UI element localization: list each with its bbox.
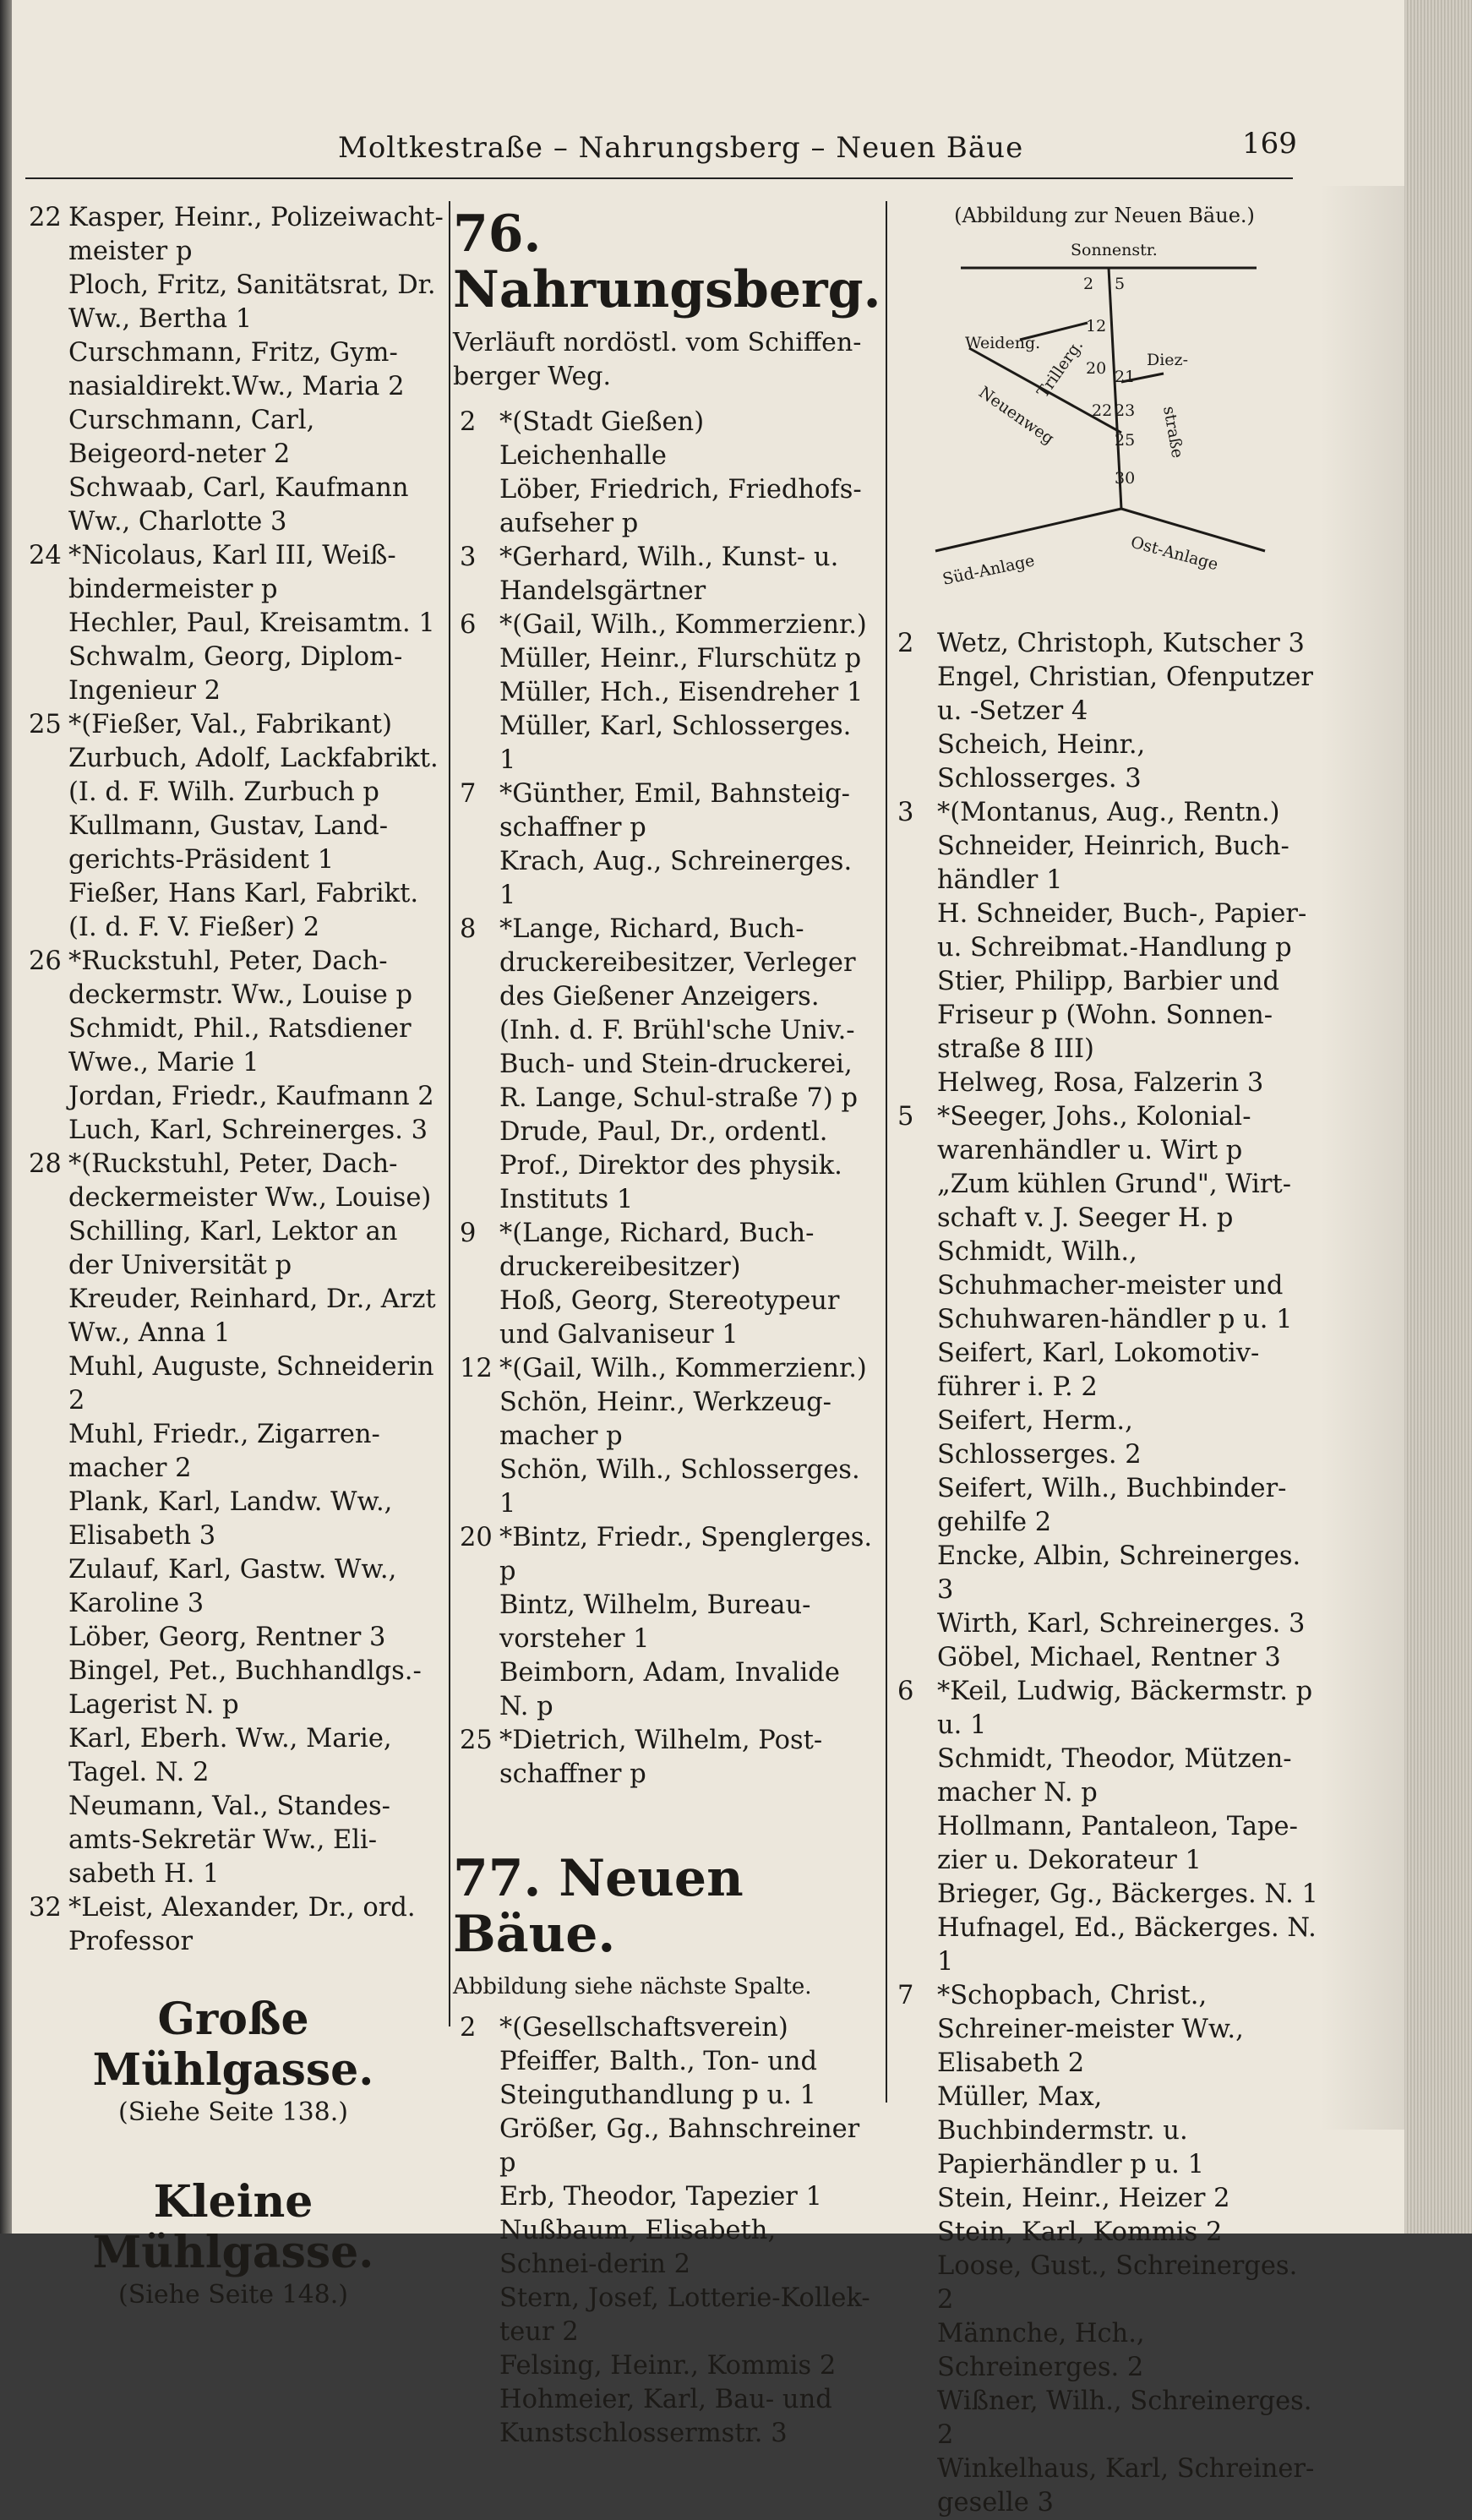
directory-entry [22, 742, 444, 810]
resident-text: Wirth, Karl, Schreinerges. 3 [937, 1609, 1306, 1639]
resident-text: Neumann, Val., Standes-amts-Sekretär Ww., Eli-sabeth H. 1 [68, 1792, 390, 1889]
house-number: 20 [460, 1523, 493, 1552]
directory-entry [453, 913, 875, 1115]
directory-entry [891, 1066, 1318, 1100]
column-rule-1 [449, 201, 450, 2026]
map-label-diez: Diez- [1147, 351, 1188, 369]
map-label-ostanlage: Ost-Anlage [1128, 532, 1220, 575]
resident-text: *(Gail, Wilh., Kommerzienr.) [499, 610, 867, 640]
resident-text: Männche, Hch., Schreinerges. 2 [937, 2319, 1145, 2382]
map-house-5: 5 [1115, 275, 1126, 293]
resident-text: *Seeger, Johs., Kolonial-warenhändler u. Wirt p „Zum kühlen Grund", Wirt-schaft v. J. Seeger H. p [937, 1102, 1292, 1233]
resident-text: *Günther, Emil, Bahnsteig-schaffner p [499, 779, 850, 843]
house-number: 2 [460, 407, 477, 437]
directory-entry [453, 2349, 875, 2383]
directory-entry [453, 2214, 875, 2282]
resident-text: Kullmann, Gustav, Land-gerichts-Präsident 1 [68, 811, 389, 875]
house-number: 22 [29, 203, 62, 232]
house-number: 12 [460, 1354, 493, 1383]
directory-entry [891, 1337, 1318, 1405]
resident-text: Bintz, Wilhelm, Bureau-vorsteher 1 [499, 1590, 811, 1654]
resident-text: *Lange, Richard, Buch-druckereibesitzer, Verleger des Gießener Anzeigers. (Inh. d. F. Brühl'sche Univ.-Buch- und Stein-druckerei, R. Lange, Schul-straße 7) p [499, 914, 859, 1113]
directory-entry [453, 710, 875, 777]
directory-entry [453, 406, 875, 473]
directory-entry [891, 627, 1318, 661]
resident-text: Encke, Albin, Schreinerges. 3 [937, 1541, 1301, 1605]
resident-text: Helweg, Rosa, Falzerin 3 [937, 1068, 1264, 1098]
directory-entry [891, 1641, 1318, 1675]
directory-entry [22, 1283, 444, 1350]
resident-text: Hechler, Paul, Kreisamtm. 1 [68, 608, 435, 638]
directory-entry [22, 708, 444, 742]
resident-text: *Gerhard, Wilh., Kunst- u. Handelsgärtner [499, 543, 839, 606]
map-house-25: 25 [1115, 431, 1136, 450]
resident-text: *(Lange, Richard, Buch-druckereibesitzer) [499, 1219, 815, 1282]
house-number: 28 [29, 1149, 62, 1179]
street-76-entries [453, 406, 875, 1792]
map-label-sudanlage: Süd-Anlage [940, 551, 1037, 589]
resident-text: Krach, Aug., Schreinerges. 1 [499, 847, 853, 910]
resident-text: *(Gail, Wilh., Kommerzienr.) [499, 1354, 867, 1383]
resident-text: Stein, Heinr., Heizer 2 [937, 2184, 1230, 2213]
resident-text: *Keil, Ludwig, Bäckermstr. p u. 1 [937, 1677, 1313, 1740]
directory-entry [453, 1386, 875, 1454]
resident-text: Schmidt, Wilh., Schuhmacher-meister und Schuhwaren-händler p u. 1 [937, 1237, 1293, 1334]
directory-entry [453, 1115, 875, 1217]
directory-entry [891, 2081, 1318, 2182]
resident-text: Felsing, Heinr., Kommis 2 [499, 2351, 837, 2381]
map-label-sonnenstr: Sonnenstr. [1071, 241, 1158, 259]
page-stack-edge [1404, 0, 1472, 2234]
resident-text: Erb, Theodor, Tapezier 1 [499, 2182, 822, 2212]
directory-entry [453, 2011, 875, 2045]
resident-text: Schneider, Heinrich, Buch-händler 1 [937, 832, 1289, 895]
directory-entry [22, 201, 444, 269]
directory-entry [453, 1656, 875, 1724]
resident-text: Schmidt, Theodor, Mützen-macher N. p [937, 1744, 1292, 1808]
directory-entry [891, 2182, 1318, 2216]
resident-text: *Dietrich, Wilhelm, Post-schaffner p [499, 1726, 823, 1789]
directory-entry [453, 1285, 875, 1352]
resident-text: Wißner, Wilh., Schreinerges. 2 [937, 2386, 1312, 2450]
directory-entry [22, 1790, 444, 1891]
directory-entry [891, 1912, 1318, 1979]
resident-text: Zulauf, Karl, Gastw. Ww., Karoline 3 [68, 1555, 397, 1618]
house-number: 25 [29, 710, 62, 739]
resident-text: *(Montanus, Aug., Rentn.) [937, 798, 1280, 827]
directory-entry [22, 1553, 444, 1621]
directory-entry [891, 897, 1318, 965]
resident-text: Löber, Georg, Rentner 3 [68, 1623, 386, 1652]
house-number: 3 [897, 798, 914, 827]
directory-entry [891, 2385, 1318, 2452]
street-77-entries-continued [891, 627, 1318, 2520]
house-number: 26 [29, 946, 62, 976]
directory-entry [453, 1217, 875, 1285]
directory-entry [453, 1589, 875, 1656]
resident-text: Engel, Christian, Ofenputzer u. -Setzer 4 [937, 663, 1313, 726]
column-left [22, 201, 444, 2312]
resident-text: Hollmann, Pantaleon, Tape-zier u. Dekorateur 1 [937, 1812, 1298, 1875]
directory-entry [453, 777, 875, 845]
house-number: 6 [460, 610, 477, 640]
page-shade [1320, 186, 1404, 2130]
directory-entry [22, 1350, 444, 1418]
resident-text: Ploch, Fritz, Sanitätsrat, Dr. Ww., Bertha 1 [68, 270, 436, 334]
directory-entry [453, 2045, 875, 2113]
directory-entry [22, 607, 444, 641]
map-road-sudanlage [935, 509, 1121, 551]
resident-text: *(Ruckstuhl, Peter, Dach-deckermeister Ww., Louise) [68, 1149, 432, 1213]
resident-text: Plank, Karl, Landw. Ww., Elisabeth 3 [68, 1487, 393, 1551]
resident-text: Schwalm, Georg, Diplom-Ingenieur 2 [68, 642, 403, 706]
directory-entry [891, 661, 1318, 728]
directory-entry [22, 1655, 444, 1722]
resident-text: H. Schneider, Buch-, Papier- u. Schreibmat.-Handlung p [937, 899, 1307, 963]
resident-text: *Bintz, Friedr., Spenglerges. p [499, 1523, 873, 1586]
street-description-76: Verläuft nordöstl. vom Schiffen-berger Weg. [453, 328, 862, 391]
resident-text: Müller, Karl, Schlosserges. 1 [499, 712, 852, 775]
house-number: 25 [460, 1726, 493, 1755]
resident-text: *(Stadt Gießen) Leichenhalle [499, 407, 705, 471]
directory-entry [22, 1418, 444, 1486]
directory-entry [453, 1454, 875, 1521]
map-house-22: 22 [1092, 401, 1113, 420]
directory-entry [22, 404, 444, 472]
resident-text: Kreuder, Reinhard, Dr., Arzt Ww., Anna 1 [68, 1285, 436, 1348]
street-title-76: 76. Nahrungsberg. [453, 205, 881, 319]
map-label-triller: Trillerg. [1033, 335, 1088, 401]
directory-entry [891, 1405, 1318, 1472]
resident-text: *Ruckstuhl, Peter, Dach-deckermstr. Ww., Louise p [68, 946, 413, 1010]
resident-text: Muhl, Friedr., Zigarren-macher 2 [68, 1420, 380, 1483]
directory-entry [22, 641, 444, 708]
directory-entry [891, 1743, 1318, 1810]
house-number: 2 [897, 629, 914, 658]
resident-text: Hohmeier, Karl, Bau- und Kunstschlossermstr. 3 [499, 2385, 832, 2448]
directory-entry [453, 2282, 875, 2349]
map-caption: (Abbildung zur Neuen Bäue.) [954, 204, 1255, 227]
resident-text: Zurbuch, Adolf, Lackfabrikt. (I. d. F. Wilh. Zurbuch p [68, 744, 439, 807]
resident-text: Schmidt, Phil., Ratsdiener Wwe., Marie 1 [68, 1014, 412, 1077]
house-number: 8 [460, 914, 477, 944]
resident-text: Seifert, Herm., Schlosserges. 2 [937, 1406, 1142, 1470]
directory-entry [22, 945, 444, 1012]
resident-text: Curschmann, Fritz, Gym-nasialdirekt.Ww., Maria 2 [68, 338, 405, 401]
resident-text: Müller, Heinr., Flurschütz p [499, 644, 862, 674]
directory-entry [891, 728, 1318, 796]
directory-entry [891, 965, 1318, 1066]
resident-text: *(Gesellschaftsverein) [499, 2013, 788, 2043]
directory-entry [22, 1012, 444, 1080]
directory-entry [453, 2113, 875, 2180]
map-label-weideng: Weideng. [965, 334, 1041, 352]
directory-entry [22, 336, 444, 404]
see-reference-148: (Siehe Seite 148.) [118, 2280, 348, 2310]
resident-text: Wetz, Christoph, Kutscher 3 [937, 629, 1305, 658]
resident-text: *Leist, Alexander, Dr., ord. Professor [68, 1893, 416, 1956]
house-number: 7 [460, 779, 477, 809]
directory-entry [891, 2216, 1318, 2250]
resident-text: Göbel, Michael, Rentner 3 [937, 1643, 1281, 1672]
resident-text: Drude, Paul, Dr., ordentl. Prof., Direktor des physik. Instituts 1 [499, 1117, 842, 1214]
house-number: 24 [29, 541, 62, 570]
column-rule-2 [886, 201, 887, 2103]
directory-entry [453, 608, 875, 642]
street-map-figure [919, 230, 1290, 610]
directory-entry [891, 1607, 1318, 1641]
resident-text: Nußbaum, Elisabeth, Schnei-derin 2 [499, 2216, 777, 2279]
map-house-21: 21 [1115, 368, 1136, 386]
map-house-23: 23 [1115, 401, 1136, 420]
directory-entry [22, 1891, 444, 1959]
directory-entry [22, 1486, 444, 1553]
directory-entry [453, 1724, 875, 1792]
header-rule [25, 177, 1293, 179]
resident-text: Luch, Karl, Schreinerges. 3 [68, 1115, 428, 1145]
directory-entry [22, 1621, 444, 1655]
directory-entry [891, 1235, 1318, 1337]
resident-text: Müller, Max, Buchbindermstr. u. Papierhändler p u. 1 [937, 2082, 1204, 2179]
directory-entry [22, 539, 444, 607]
resident-text: Winkelhaus, Karl, Schreiner-geselle 3 [937, 2454, 1315, 2517]
directory-entry [891, 830, 1318, 897]
running-head: Moltkestraße – Nahrungsberg – Neuen Bäue [338, 131, 1024, 165]
resident-text: Brieger, Gg., Bäckerges. N. 1 [937, 1879, 1318, 1909]
resident-text: Kasper, Heinr., Polizeiwacht-meister p [68, 203, 444, 266]
resident-text: Hufnagel, Ed., Bäckerges. N. 1 [937, 1913, 1317, 1977]
resident-text: Seifert, Wilh., Buchbinder-gehilfe 2 [937, 1474, 1287, 1537]
directory-entry [22, 269, 444, 336]
column-middle [453, 201, 881, 2451]
map-house-20: 20 [1086, 359, 1107, 378]
house-number: 7 [897, 1981, 914, 2010]
directory-entry [22, 1722, 444, 1790]
map-label-neuenweg: Neuenweg [975, 383, 1058, 449]
directory-entry [891, 1878, 1318, 1912]
directory-entry [22, 1215, 444, 1283]
directory-entry [453, 1352, 875, 1386]
street-77-entries [453, 2011, 875, 2451]
column-left-entries [22, 201, 444, 1959]
map-house-30: 30 [1115, 469, 1136, 488]
directory-entry [453, 541, 875, 608]
page-gutter-shadow [0, 0, 12, 2234]
resident-text: *(Fießer, Val., Fabrikant) [68, 710, 393, 739]
map-house-12: 12 [1086, 317, 1107, 335]
directory-entry [891, 2317, 1318, 2385]
see-reference-138: (Siehe Seite 138.) [118, 2097, 348, 2127]
resident-text: Bingel, Pet., Buchhandlgs.-Lagerist N. p [68, 1656, 422, 1720]
directory-entry [891, 2452, 1318, 2520]
directory-entry [891, 1810, 1318, 1878]
house-number: 6 [897, 1677, 914, 1706]
directory-entry [22, 1114, 444, 1148]
directory-entry [891, 1675, 1318, 1743]
directory-entry [891, 1540, 1318, 1607]
directory-entry [453, 1521, 875, 1589]
directory-entry [453, 642, 875, 676]
column-right [891, 201, 1318, 2520]
house-number: 9 [460, 1219, 477, 1248]
resident-text: Stern, Josef, Lotterie-Kollek-teur 2 [499, 2283, 870, 2347]
resident-text: *Nicolaus, Karl III, Weiß-bindermeister p [68, 541, 396, 604]
directory-entry [891, 796, 1318, 830]
resident-text: Löber, Friedrich, Friedhofs-aufseher p [499, 475, 862, 538]
directory-entry [453, 676, 875, 710]
resident-text: Jordan, Friedr., Kaufmann 2 [68, 1082, 434, 1111]
resident-text: Schön, Heinr., Werkzeug-macher p [499, 1388, 831, 1451]
directory-entry [453, 2383, 875, 2451]
resident-text: Schilling, Karl, Lektor an der Universität p [68, 1217, 398, 1280]
directory-entry [891, 1979, 1318, 2081]
resident-text: Müller, Hch., Eisendreher 1 [499, 678, 864, 707]
directory-entry [453, 2180, 875, 2214]
street-title-77: 77. Neuen Bäue. [453, 1849, 744, 1964]
resident-text: Stier, Philipp, Barbier und Friseur p (Wohn. Sonnen-straße 8 III) [937, 967, 1280, 1064]
resident-text: Pfeiffer, Balth., Ton- und Steinguthandlung p u. 1 [499, 2047, 818, 2110]
street-note-77: Abbildung siehe nächste Spalte. [453, 1974, 812, 1999]
resident-text: Seifert, Karl, Lokomotiv-führer i. P. 2 [937, 1339, 1260, 1402]
directory-entry [22, 1080, 444, 1114]
house-number: 5 [897, 1102, 914, 1132]
house-number: 32 [29, 1893, 62, 1923]
resident-text: Hoß, Georg, Stereotypeur und Galvaniseur 1 [499, 1286, 840, 1350]
directory-entry [453, 473, 875, 541]
directory-entry [891, 1100, 1318, 1235]
directory-entry [453, 845, 875, 913]
resident-text: Beimborn, Adam, Invalide N. p [499, 1658, 840, 1721]
resident-text: *Schopbach, Christ., Schreiner-meister Ww., Elisabeth 2 [937, 1981, 1244, 2078]
resident-text: Schön, Wilh., Schlosserges. 1 [499, 1455, 860, 1519]
heading-kleine-muehlgasse: Kleine Mühlgasse. [92, 2176, 374, 2278]
heading-grosse-muehlgasse: Große Mühlgasse. [92, 1994, 374, 2096]
house-number: 3 [460, 543, 477, 572]
directory-entry [22, 877, 444, 945]
resident-text: Stein, Karl, Kommis 2 [937, 2217, 1223, 2247]
resident-text: Karl, Eberh. Ww., Marie, Tagel. N. 2 [68, 1724, 392, 1787]
map-house-2: 2 [1083, 275, 1094, 293]
directory-entry [891, 2250, 1318, 2317]
directory-entry [891, 1472, 1318, 1540]
resident-text: Scheich, Heinr., Schlosserges. 3 [937, 730, 1146, 794]
directory-entry [22, 810, 444, 877]
resident-text: Größer, Gg., Bahnschreiner p [499, 2114, 860, 2178]
resident-text: Muhl, Auguste, Schneiderin 2 [68, 1352, 434, 1415]
resident-text: Loose, Gust., Schreinerges. 2 [937, 2251, 1298, 2315]
directory-entry [22, 1148, 444, 1215]
resident-text: Schwaab, Carl, Kaufmann Ww., Charlotte 3 [68, 473, 409, 537]
directory-entry [22, 472, 444, 539]
map-label-strasse: straße [1159, 405, 1187, 460]
resident-text: Fießer, Hans Karl, Fabrikt. (I. d. F. V. Fießer) 2 [68, 879, 419, 942]
page-number: 169 [1242, 127, 1297, 161]
house-number: 2 [460, 2013, 477, 2043]
resident-text: Curschmann, Carl, Beigeord-neter 2 [68, 406, 315, 469]
